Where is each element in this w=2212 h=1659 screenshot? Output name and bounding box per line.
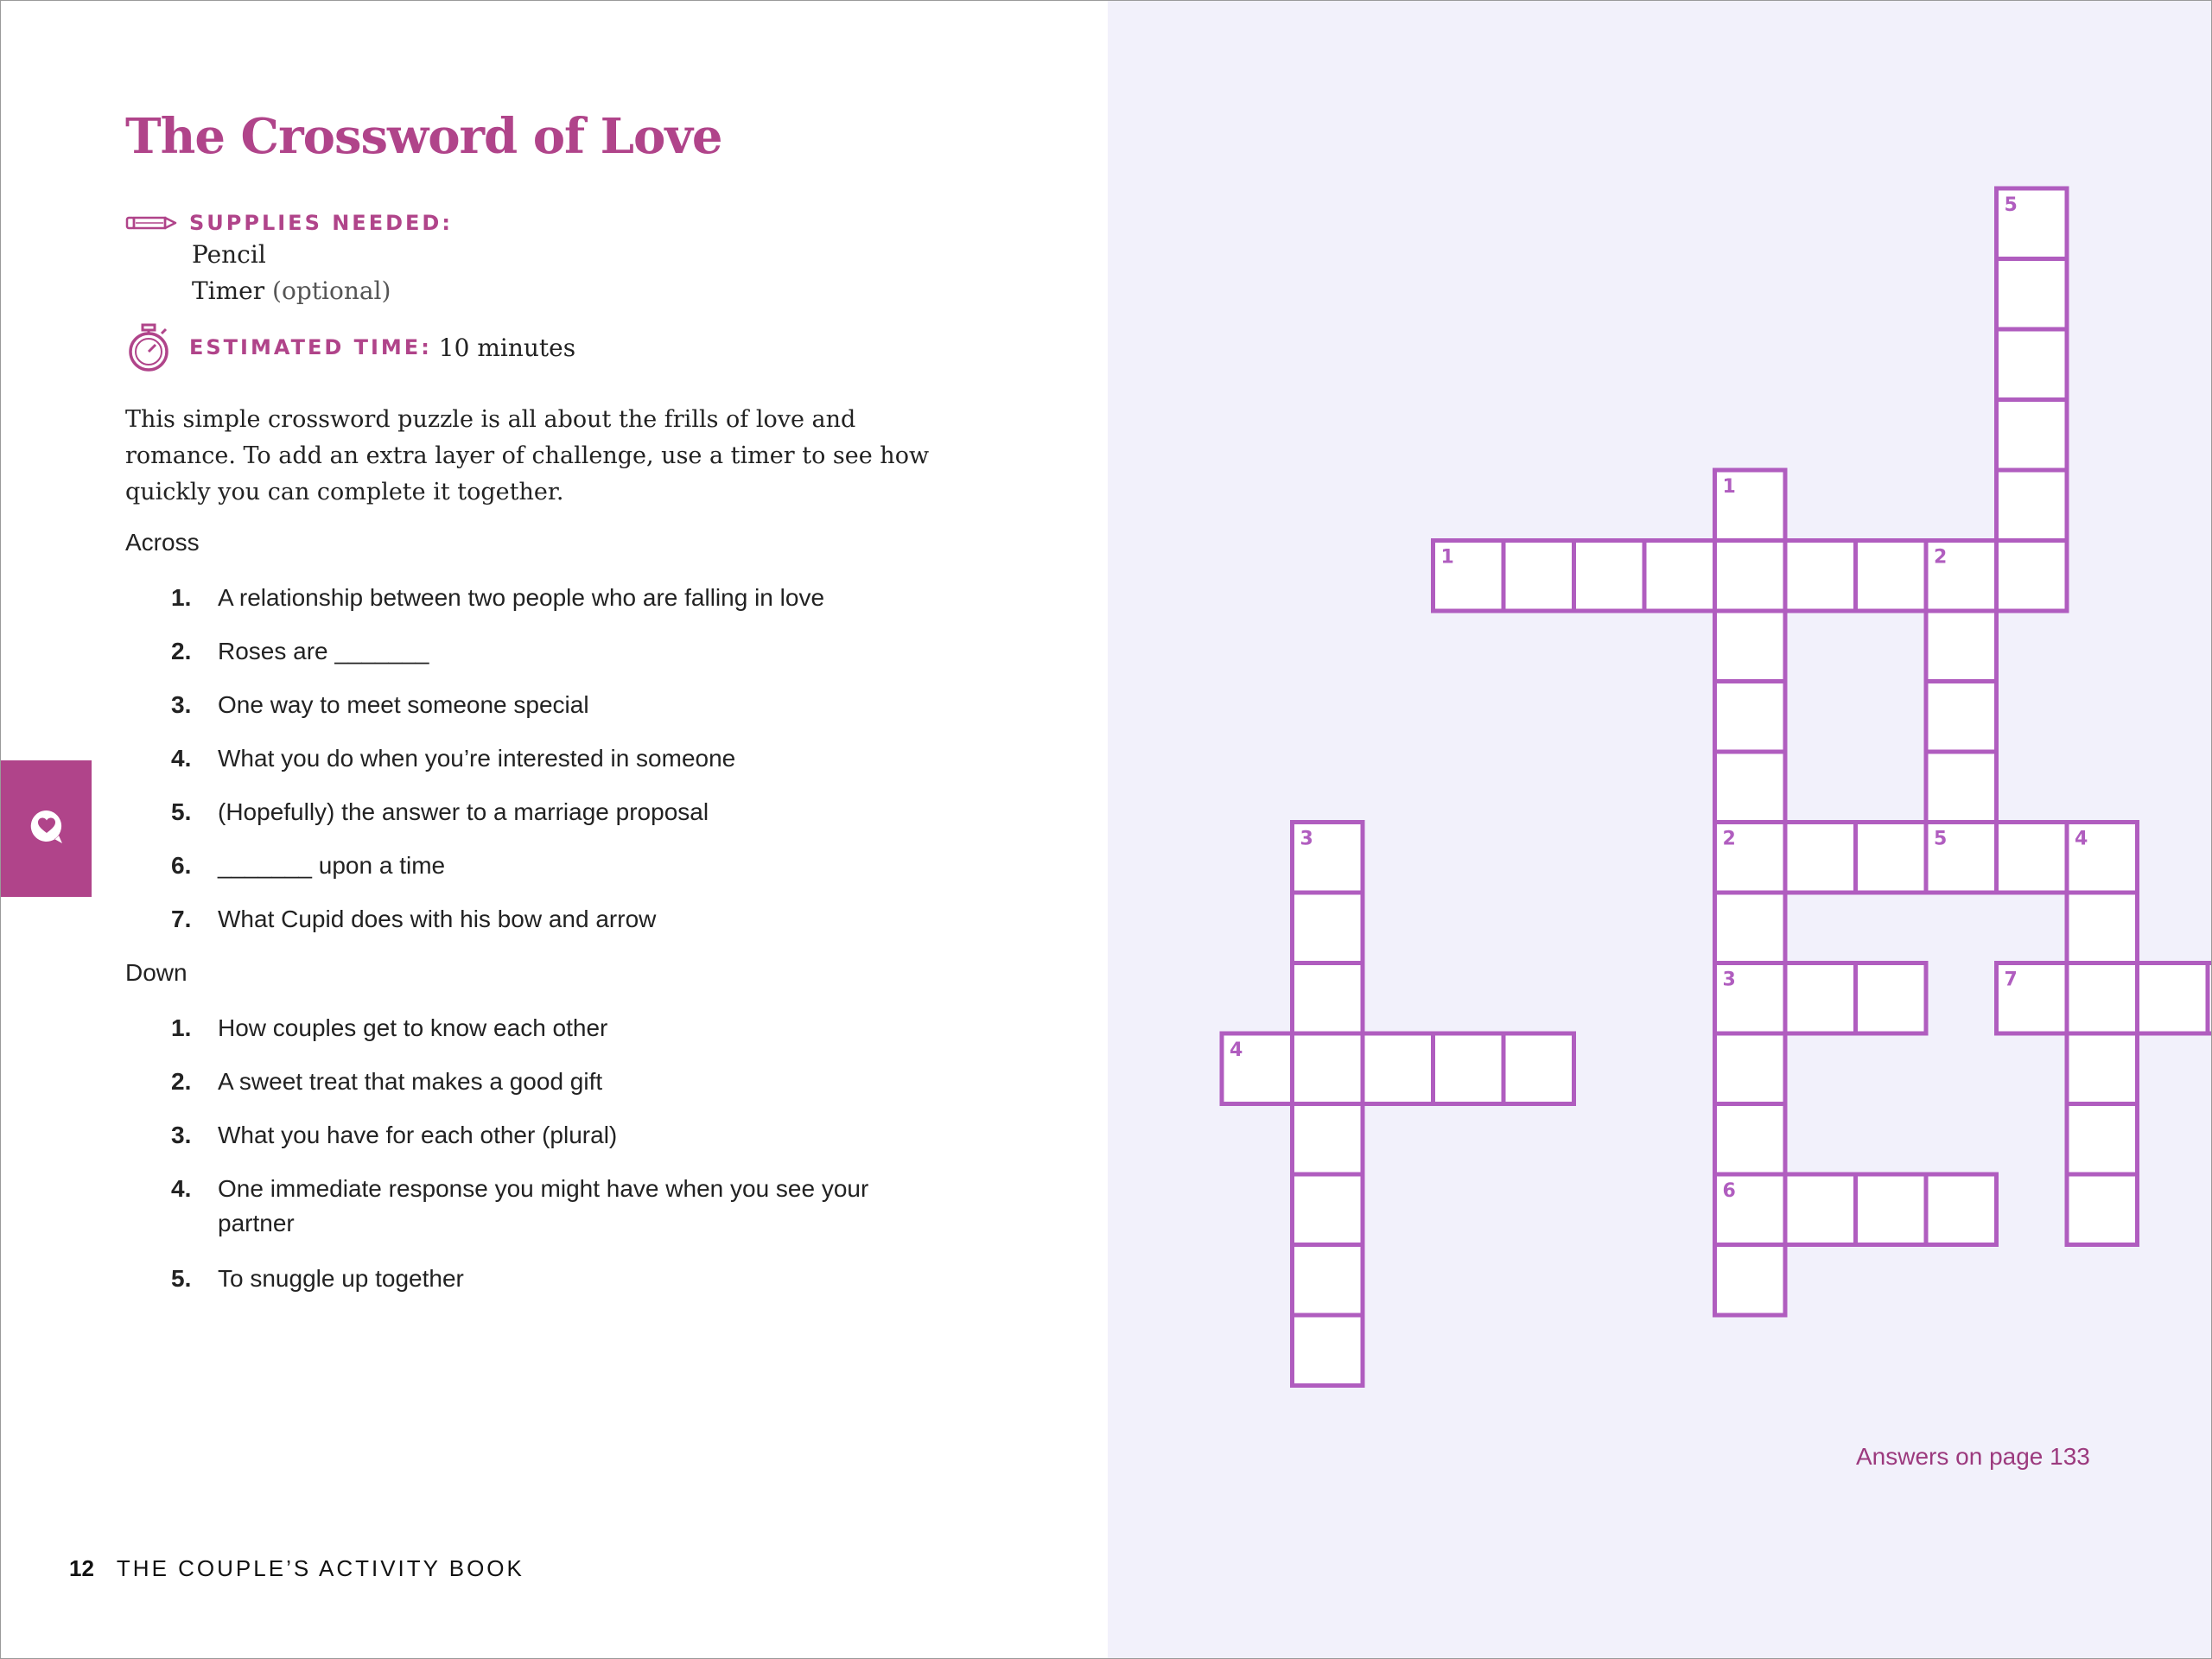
supply-item-timer-label: Timer [192, 276, 265, 305]
supply-item-pencil: Pencil [192, 240, 266, 269]
clue-number-label-down-3: 3 [1300, 828, 1313, 850]
crossword-cell[interactable] [1856, 823, 1927, 893]
clue-number: 6. [171, 852, 192, 879]
crossword-cell[interactable] [1926, 682, 1997, 753]
crossword-cell[interactable] [1715, 682, 1786, 753]
clue-text: One way to meet someone special [218, 691, 589, 718]
crossword-cell[interactable] [1785, 963, 1856, 1034]
crossword-cell[interactable] [1574, 541, 1645, 612]
crossword-cell[interactable] [2067, 1174, 2138, 1245]
crossword-cell[interactable] [1997, 470, 2068, 541]
crossword-cell[interactable] [1503, 1033, 1574, 1104]
crossword-cell[interactable] [1293, 963, 1363, 1034]
crossword-cell[interactable] [1926, 752, 1997, 823]
crossword-cell[interactable] [1715, 1245, 1786, 1316]
crossword-cell[interactable] [1293, 893, 1363, 963]
page-number: 12 [69, 1555, 94, 1581]
crossword-cell[interactable] [1715, 541, 1786, 612]
clue-number: 7. [171, 906, 192, 932]
clue-number: 5. [171, 1265, 192, 1292]
crossword-cell[interactable] [2067, 963, 2138, 1034]
crossword-cell[interactable] [1926, 1174, 1997, 1245]
crossword-cell[interactable] [2067, 1104, 2138, 1175]
down-heading: Down [125, 959, 188, 986]
crossword-cell[interactable] [2138, 963, 2209, 1034]
clue-number-label-down-5: 5 [2004, 194, 2018, 216]
crossword-cell[interactable] [1293, 1315, 1363, 1386]
clue-number: 3. [171, 1122, 192, 1148]
clue-number: 1. [171, 1014, 192, 1041]
answers-note: Answers on page 133 [1856, 1443, 2090, 1470]
clue-number: 2. [171, 1068, 192, 1095]
clue-text: One immediate response you might have when you see your partner [218, 1175, 869, 1236]
page-title: The Crossword of Love [125, 108, 722, 165]
clue-number: 2. [171, 638, 192, 664]
across-heading: Across [125, 529, 200, 556]
clue-number-label-across-6: 6 [1722, 1180, 1736, 1202]
crossword-cell[interactable] [1926, 611, 1997, 682]
clue-text: What you do when you’re interested in someone [218, 745, 736, 772]
crossword-cell[interactable] [1997, 259, 2068, 330]
crossword-cell[interactable] [1293, 1245, 1363, 1316]
crossword-cell[interactable] [1997, 329, 2068, 400]
clue-number: 3. [171, 691, 192, 718]
crossword-cell[interactable] [1997, 400, 2068, 471]
clue-text: _______ upon a time [218, 852, 446, 879]
book-title: THE COUPLE’S ACTIVITY BOOK [116, 1555, 524, 1581]
clue-number-label-down-2: 2 [1934, 546, 1948, 569]
crossword-cell[interactable] [1293, 1033, 1363, 1104]
crossword-cell[interactable] [1715, 611, 1786, 682]
crossword-cell[interactable] [1363, 1033, 1433, 1104]
clue-number-label-down-4: 4 [2075, 828, 2088, 850]
intro-paragraph: This simple crossword puzzle is all about the frills of love and romance. To add an extra layer of challenge, use a timer to see how quickly you can complete it together. [125, 406, 930, 505]
clue-text: A sweet treat that makes a good gift [218, 1068, 603, 1095]
clue-number-label-across-7: 7 [2004, 969, 2018, 991]
crossword-cell[interactable] [1785, 541, 1856, 612]
clue-text: What Cupid does with his bow and arrow [218, 906, 657, 932]
clue-number: 5. [171, 798, 192, 825]
crossword-cell[interactable] [1644, 541, 1715, 612]
crossword-cell[interactable] [1715, 893, 1786, 963]
clue-text: Roses are _______ [218, 638, 429, 664]
crossword-cell[interactable] [1715, 1104, 1786, 1175]
supplies-label: SUPPLIES NEEDED: [189, 211, 453, 235]
clue-number-label-across-1: 1 [1440, 546, 1454, 569]
crossword-cell[interactable] [1293, 1174, 1363, 1245]
clue-number: 4. [171, 745, 192, 772]
clue-number-label-across-5: 5 [1934, 828, 1948, 850]
clue-text: What you have for each other (plural) [218, 1122, 618, 1148]
crossword-cell[interactable] [2067, 893, 2138, 963]
clue-number-label-across-4: 4 [1230, 1039, 1243, 1061]
crossword-cell[interactable] [1715, 752, 1786, 823]
clue-number-label-down-1: 1 [1722, 476, 1736, 498]
clue-text: How couples get to know each other [218, 1014, 608, 1041]
crossword-cell[interactable] [1856, 541, 1927, 612]
clue-number: 1. [171, 584, 192, 611]
clue-number-label-across-2: 2 [1722, 828, 1736, 850]
crossword-cell[interactable] [1856, 963, 1927, 1034]
crossword-cell[interactable] [1997, 541, 2068, 612]
clue-number-label-across-3: 3 [1722, 969, 1736, 991]
crossword-cell[interactable] [2067, 1033, 2138, 1104]
crossword-cell[interactable] [1293, 1104, 1363, 1175]
crossword-cell[interactable] [1785, 823, 1856, 893]
clue-text: A relationship between two people who are falling in love [218, 584, 825, 611]
crossword-cell[interactable] [2208, 963, 2212, 1034]
clue-text: To snuggle up together [218, 1265, 464, 1292]
time-label: ESTIMATED TIME: [189, 335, 432, 359]
crossword-cell[interactable] [1856, 1174, 1927, 1245]
clue-text: (Hopefully) the answer to a marriage proposal [218, 798, 709, 825]
time-value: 10 minutes [438, 333, 576, 362]
clue-number: 4. [171, 1175, 192, 1202]
crossword-cell[interactable] [1503, 541, 1574, 612]
crossword-cell[interactable] [1997, 823, 2068, 893]
supply-item-timer-note: (optional) [272, 276, 391, 305]
crossword-cell[interactable] [1785, 1174, 1856, 1245]
crossword-cell[interactable] [1715, 1033, 1786, 1104]
crossword-cell[interactable] [1433, 1033, 1504, 1104]
